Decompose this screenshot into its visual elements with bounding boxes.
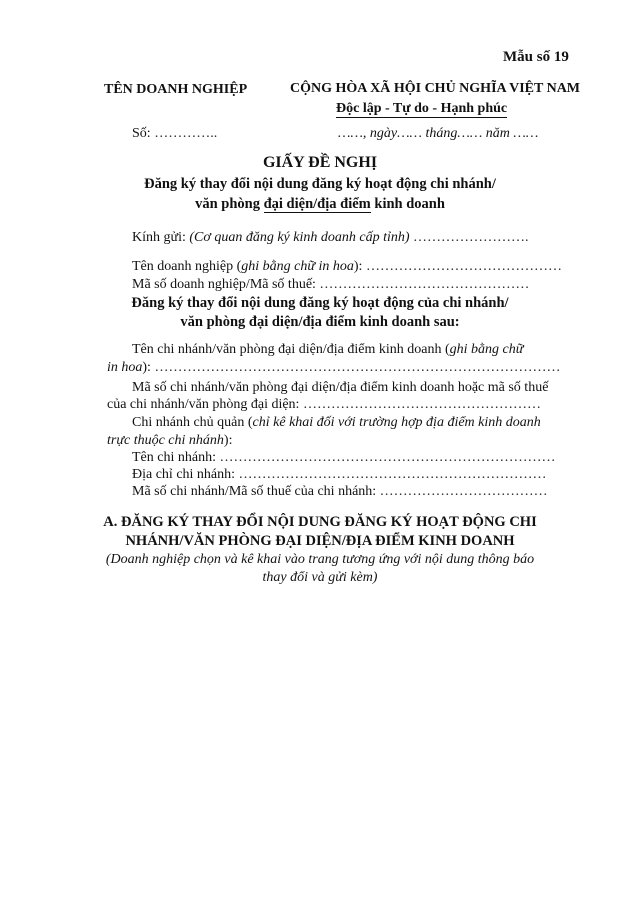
national-motto: Độc lập - Tự do - Hạnh phúc [336, 101, 508, 116]
branch-code-line1: Mã số chi nhánh/văn phòng đại diện/địa điểm kinh doanh hoặc mã số thuế [132, 380, 549, 395]
enterprise-name-placeholder: TÊN DOANH NGHIỆP [104, 82, 248, 97]
document-subtitle-line2: văn phòng đại diện/địa điểm kinh doanh [195, 196, 445, 212]
date-line: ……, ngày…… tháng…… năm …… [338, 126, 539, 141]
document-number [132, 126, 217, 142]
branch-name-line2: in hoa): …………………………………………………………………………… [107, 360, 561, 375]
addressee-label: Kính gửi: [132, 230, 190, 245]
section-a-title-line2: NHÁNH/VĂN PHÒNG ĐẠI DIỆN/ĐỊA ĐIỂM KINH DOANH [125, 533, 515, 549]
section-heading-line1: Đăng ký thay đổi nội dung đăng ký hoạt động của chi nhánh/ [131, 295, 509, 311]
section-a-note-line2: thay đổi và gửi kèm) [262, 570, 378, 585]
so-label: Số: [132, 126, 151, 141]
branch-code-line2: của chi nhánh/văn phòng đại diện: …………………………………………… [107, 397, 541, 412]
document-subtitle-line1: Đăng ký thay đổi nội dung đăng ký hoạt động chi nhánh/ [144, 176, 496, 192]
parent-branch-address-line: Địa chỉ chi nhánh: ………………………………………………………… [132, 467, 547, 482]
so-dots: ………….. [154, 126, 218, 141]
enterprise-code-line: Mã số doanh nghiệp/Mã số thuế: ……………………………………… [132, 277, 530, 292]
parent-branch-name-line: Tên chi nhánh: ……………………………………………………………… [132, 450, 556, 465]
section-a-title-line1: A. ĐĂNG KÝ THAY ĐỔI NỘI DUNG ĐĂNG KÝ HOẠT ĐỘNG CHI [103, 514, 537, 530]
parent-branch-code-line: Mã số chi nhánh/Mã số thuế của chi nhánh: ……………………………… [132, 484, 548, 499]
branch-name-label: Tên chi nhánh/văn phòng đại diện/địa điểm kinh doanh (ghi bằng chữ [132, 342, 524, 357]
addressee-line: Kính gửi: (Cơ quan đăng ký kinh doanh cấp tỉnh) ……………………. [132, 230, 529, 245]
country-title: CỘNG HÒA XÃ HỘI CHỦ NGHĨA VIỆT NAM [290, 81, 581, 96]
addressee-note: (Cơ quan đăng ký kinh doanh cấp tỉnh) [189, 230, 410, 245]
form-number: Mẫu số 19 [503, 49, 569, 65]
parent-branch-line1: Chi nhánh chủ quản (chỉ kê khai đối với trường hợp địa điểm kinh doanh [132, 415, 541, 430]
subtitle-underlined: đại diện/địa điểm [263, 196, 371, 212]
parent-branch-line2: trực thuộc chi nhánh): [107, 433, 233, 448]
enterprise-name-line: Tên doanh nghiệp (ghi bằng chữ in hoa): …………………………………… [132, 259, 562, 274]
section-heading-line2: văn phòng đại diện/địa điểm kinh doanh sau: [180, 314, 460, 330]
document-title: GIẤY ĐỀ NGHỊ [262, 154, 378, 171]
section-a-note-line1: (Doanh nghiệp chọn và kê khai vào trang tương ứng với nội dung thông báo [105, 552, 535, 567]
